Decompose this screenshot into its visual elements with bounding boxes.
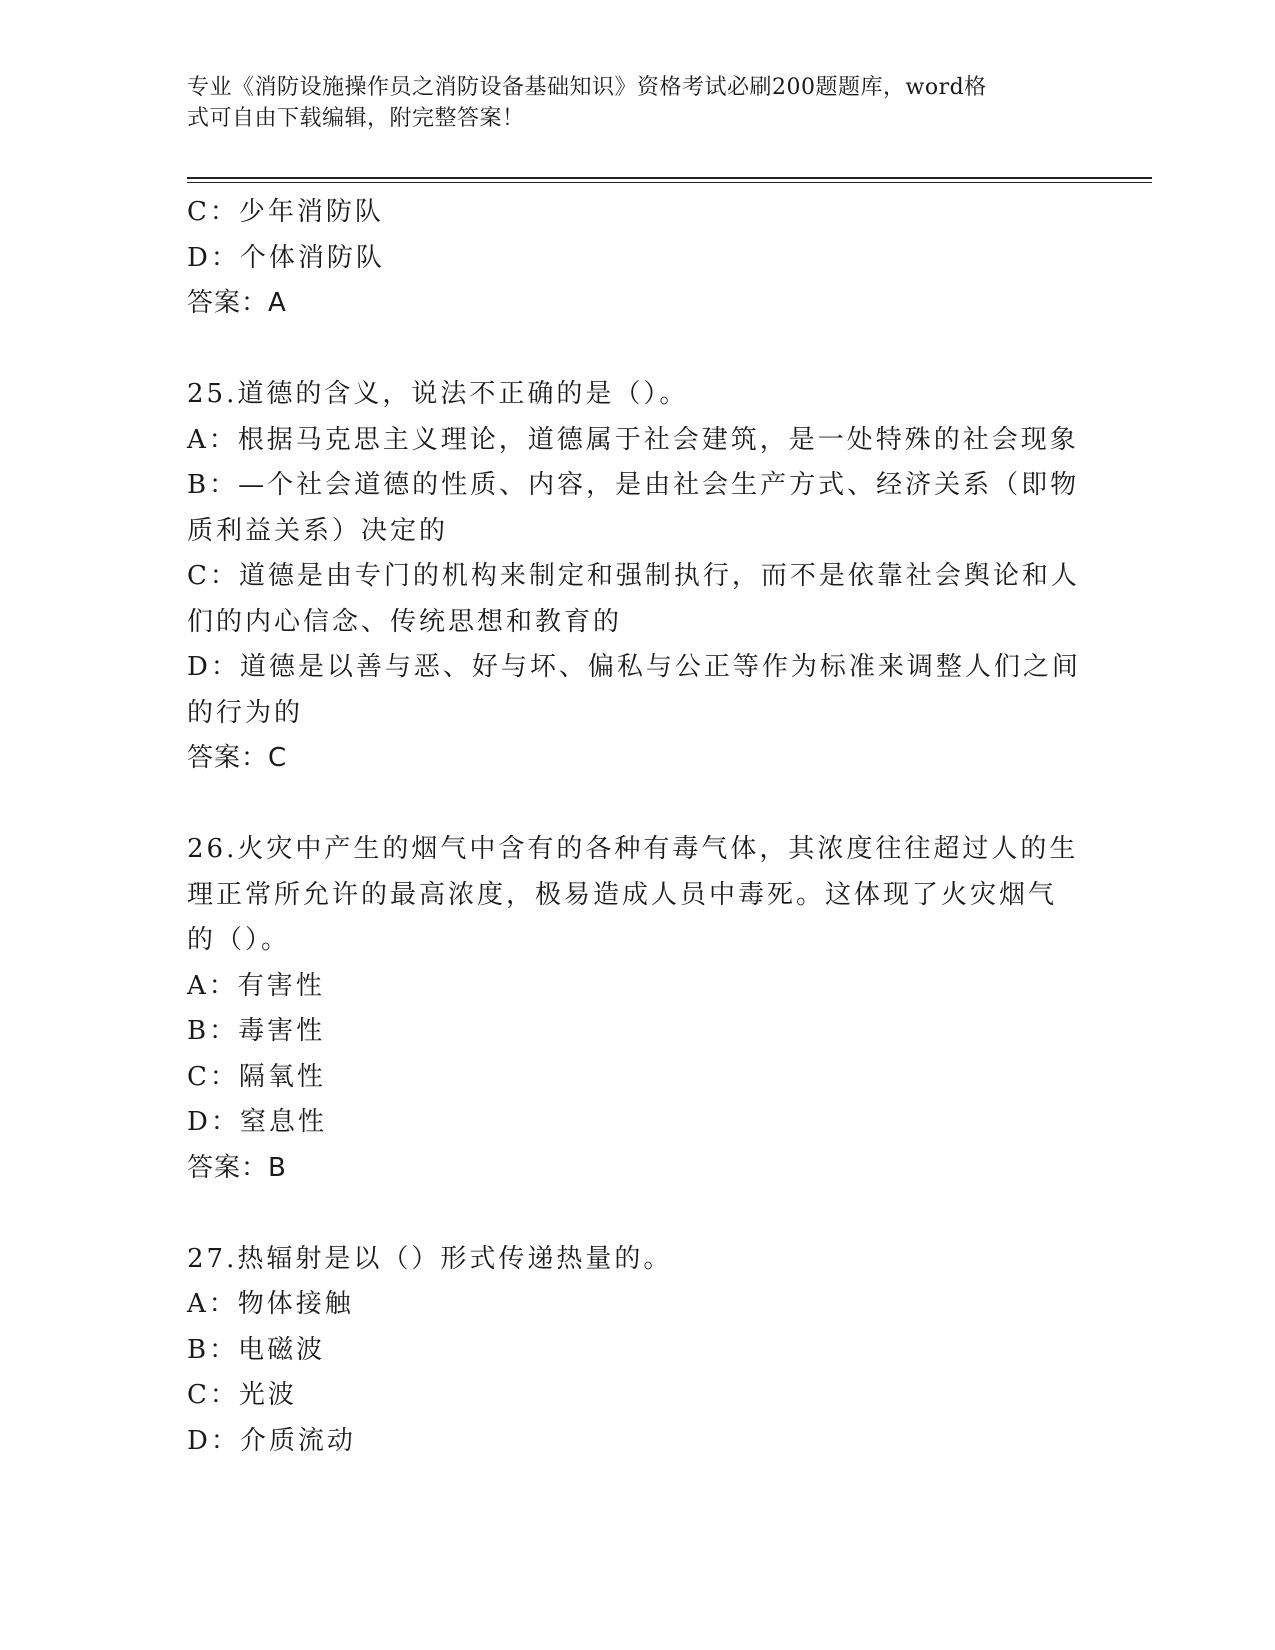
question-block-26 xyxy=(187,827,1079,1191)
option-d: D：窒息性 xyxy=(187,1107,327,1137)
question-block-25 xyxy=(187,372,1081,782)
document-header xyxy=(187,72,1067,134)
option-a: A：物体接触 xyxy=(187,1289,354,1319)
option-b-line-1: B：—个社会道德的性质、内容，是由社会生产方式、经济关系（即物 xyxy=(187,470,1080,500)
spacer xyxy=(187,1191,1067,1237)
answer-line: 答案：A xyxy=(187,288,287,318)
question-block-prev xyxy=(187,190,1067,327)
option-c: C：光波 xyxy=(187,1380,297,1410)
question-block-27 xyxy=(187,1237,1067,1465)
option-a: A：有害性 xyxy=(187,970,325,1001)
option-c: C：少年消防队 xyxy=(187,197,384,227)
question-list xyxy=(187,190,1081,1464)
spacer xyxy=(187,782,1067,828)
option-b-line-2: 质利益关系）决定的 xyxy=(187,515,449,546)
option-b: B：电磁波 xyxy=(187,1334,326,1365)
answer-line: 答案：B xyxy=(187,1152,287,1183)
option-c-line-2: 们的内心信念、传统思想和教育的 xyxy=(187,606,623,637)
header-title-line-1: 专业《消防设施操作员之消防设备基础知识》资格考试必刷200题题库，word格 xyxy=(187,75,987,100)
option-d-line-1: D：道德是以善与恶、好与坏、偏私与公正等作为标准来调整人们之间 xyxy=(187,652,1081,682)
question-stem-line-2: 理正常所允许的最高浓度，极易造成人员中毒死。这体现了火灾烟气 xyxy=(187,879,1058,910)
question-stem-line-3: 的（）。 xyxy=(187,925,291,955)
option-d-line-2: 的行为的 xyxy=(187,697,304,728)
option-b: B：毒害性 xyxy=(187,1016,326,1046)
question-stem: 27.热辐射是以（）形式传递热量的。 xyxy=(187,1243,673,1274)
header-title-line-2: 式可自由下载编辑，附完整答案！ xyxy=(187,106,525,131)
header-divider-thin xyxy=(187,182,1152,183)
option-a: A：根据马克思主义理论，道德属于社会建筑，是一处特殊的社会现象 xyxy=(187,424,1079,455)
option-c: C：隔氧性 xyxy=(187,1061,326,1092)
option-c-line-1: C：道德是由专门的机构来制定和强制执行，而不是依靠社会舆论和人 xyxy=(187,561,1080,591)
question-stem-line-1: 26.火灾中产生的烟气中含有的各种有毒气体，其浓度往往超过人的生 xyxy=(187,834,1079,864)
header-divider-thick xyxy=(187,177,1152,179)
question-stem: 25.道德的含义，说法不正确的是（）。 xyxy=(187,379,689,409)
answer-line: 答案：C xyxy=(187,743,288,773)
option-d: D：个体消防队 xyxy=(187,242,385,273)
spacer xyxy=(187,327,1067,373)
option-d: D：介质流动 xyxy=(187,1425,356,1456)
